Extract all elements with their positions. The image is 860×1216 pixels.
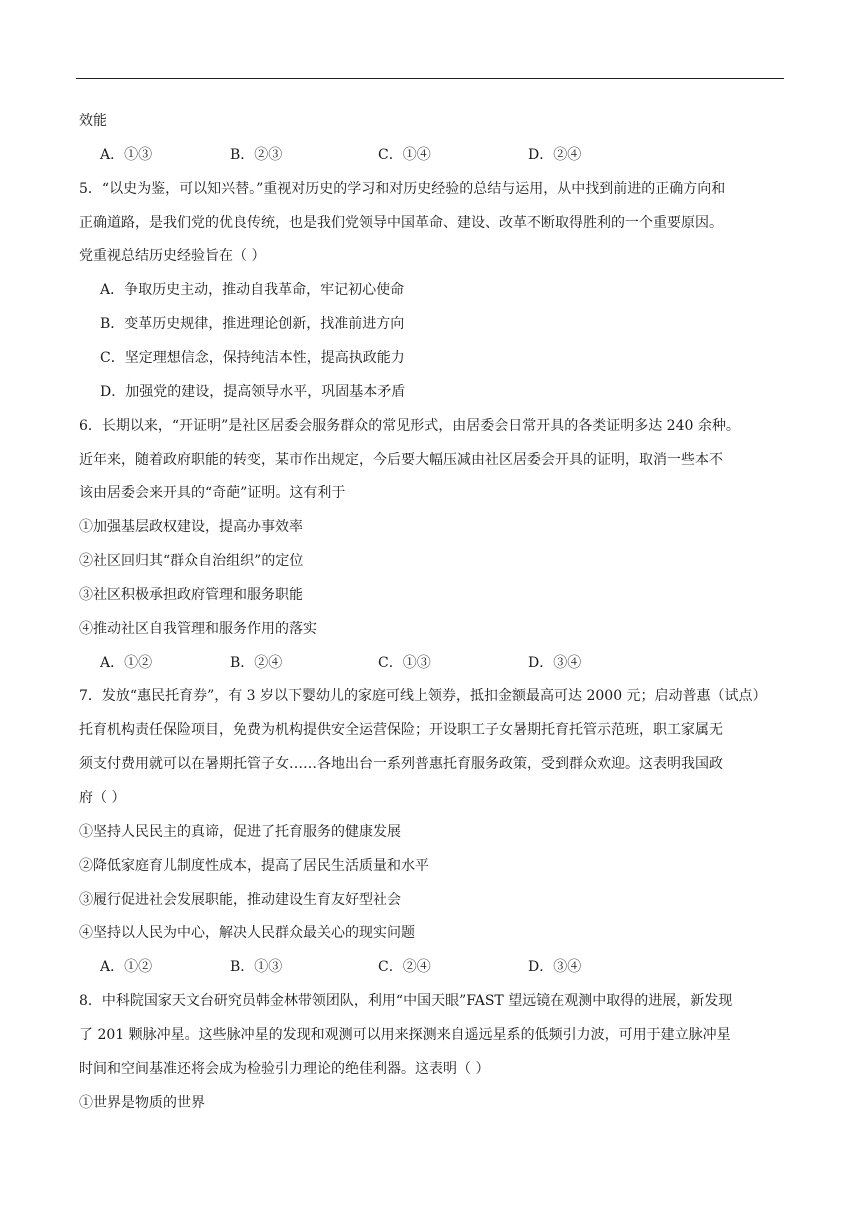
option-b: B．①③ (230, 959, 283, 975)
option-a: A．①② (100, 959, 153, 975)
question-text: 了 201 颗脉冲星。这些脉冲星的发现和观测可以用来探测来自遥远星系的低频引力波，可用于建立脉冲星 (79, 1027, 731, 1043)
option-d: D．加强党的建设，提高领导水平，巩固基本矛盾 (100, 384, 406, 400)
question-text: 8．中科院国家天文台研究员韩金林带领团队，利用“中国天眼”FAST 望远镜在观测中取得的进展，新发现 (79, 993, 733, 1009)
statement-1: ①坚持人民民主的真谛，促进了托育服务的健康发展 (79, 824, 401, 840)
question-text: 5．“以史为鉴，可以知兴替。”重视对历史的学习和对历史经验的总结与运用，从中找到前进的正确方向和 (79, 181, 726, 197)
option-b: B．②④ (230, 655, 283, 671)
question-stem: 府（ ） (79, 790, 126, 806)
statement-3: ③履行促进社会发展职能，推动建设生育友好型社会 (79, 892, 401, 908)
question-stem: 党重视总结历史经验旨在（ ） (79, 248, 266, 264)
option-d: D．③④ (528, 655, 582, 671)
option-a: A．争取历史主动，推动自我革命，牢记初心使命 (100, 282, 405, 298)
option-d: D．③④ (528, 959, 582, 975)
statement-2: ②降低家庭育儿制度性成本，提高了居民生活质量和水平 (79, 858, 429, 874)
question-text: 托育机构责任保险项目，免费为机构提供安全运营保险；开设职工子女暑期托育托管示范班，职工家属无 (79, 722, 723, 738)
option-c: C．①③ (378, 655, 431, 671)
statement-1: ①世界是物质的世界 (79, 1095, 205, 1111)
question-stem: 该由居委会来开具的“奇葩”证明。这有利于 (79, 485, 346, 501)
statement-2: ②社区回归其“群众自治组织”的定位 (79, 553, 304, 569)
text-line: 效能 (79, 113, 107, 129)
option-a: A．①② (100, 655, 153, 671)
option-c: C．②④ (378, 959, 431, 975)
question-text: 须支付费用就可以在暑期托管子女……各地出台一系列普惠托育服务政策，受到群众欢迎。这表明我国政 (79, 756, 723, 772)
option-b: B．变革历史规律，推进理论创新，找准前进方向 (100, 316, 405, 332)
question-stem: 时间和空间基准还将会成为检验引力理论的绝佳利器。这表明（ ） (79, 1061, 490, 1077)
option-d: D．②④ (528, 147, 582, 163)
header-rule (76, 78, 784, 79)
option-c: C．坚定理想信念，保持纯洁本性，提高执政能力 (100, 350, 405, 366)
statement-4: ④坚持以人民为中心，解决人民群众最关心的现实问题 (79, 925, 415, 941)
question-text: 7．发放“惠民托育券”，有 3 岁以下婴幼儿的家庭可线上领券，抵扣金额最高可达 2000 元；启动普惠（试点） (79, 688, 767, 704)
question-text: 正确道路，是我们党的优良传统，也是我们党领导中国革命、建设、改革不断取得胜利的一个重要原因。 (79, 215, 723, 231)
statement-3: ③社区积极承担政府管理和服务职能 (79, 587, 303, 603)
question-text: 6．长期以来，“开证明”是社区居委会服务群众的常见形式，由居委会日常开具的各类证明多达 240 余种。 (79, 418, 740, 434)
option-b: B．②③ (230, 147, 283, 163)
statement-4: ④推动社区自我管理和服务作用的落实 (79, 621, 317, 637)
option-a: A．①③ (100, 147, 153, 163)
option-c: C．①④ (378, 147, 431, 163)
statement-1: ①加强基层政权建设，提高办事效率 (79, 519, 303, 535)
question-text: 近年来，随着政府职能的转变，某市作出规定，今后要大幅压减由社区居委会开具的证明，取消一些本不 (79, 452, 723, 468)
